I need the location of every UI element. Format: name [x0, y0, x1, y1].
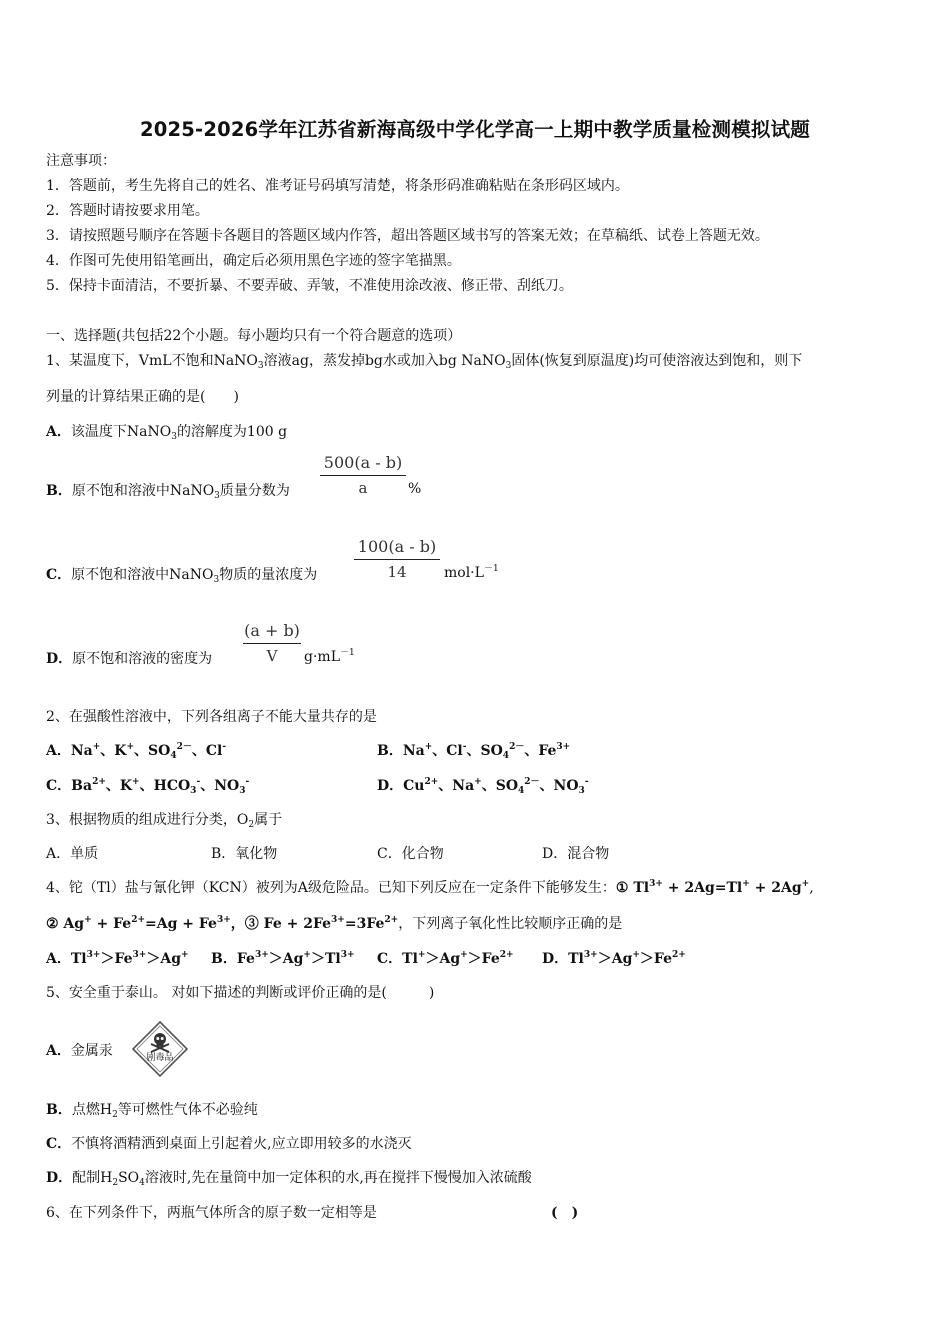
- q2-option-a[interactable]: A．Na+、K+、$SO_4^{2-}$、Cl-: [46, 742, 227, 761]
- notice-item: 5．保持卡面清洁，不要折暴、不要弄破、弄皱，不准使用涂改液、修正带、刮纸刀。: [46, 278, 573, 294]
- q4-option-c[interactable]: C．$Tl^+>Ag^+>Fe^{2+}$: [377, 950, 514, 967]
- q1-option-d[interactable]: D．原不饱和溶液的密度为: [46, 651, 213, 667]
- question-4-stem: 4、铊（Tl）盐与氰化钾（KCN）被列为A级危险品。已知下列反应在一定条件下能够发生：① $Tl^{3+} + 2Ag=Tl^+ + 2Ag^+$,: [46, 879, 814, 896]
- notice-heading: 注意事项：: [46, 153, 116, 169]
- q1-option-b[interactable]: B．原不饱和溶液中NaNO$_3$质量分数为: [46, 483, 290, 501]
- q3-option-c[interactable]: C．化合物: [377, 846, 444, 862]
- q5-option-c[interactable]: C．不慎将酒精洒到桌面上引起着火,应立即用较多的水浇灭: [46, 1136, 412, 1152]
- q2-option-b[interactable]: B．Na+、Cl-、$SO_4^{2-}$、$Fe^{3+}$: [377, 742, 571, 761]
- q5-option-b[interactable]: B．点燃$H_2$等可燃性气体不必验纯: [46, 1102, 258, 1120]
- q2-option-d[interactable]: D．$Cu^{2+}$、Na+、$SO_4^{2-}$、$NO_3^-$: [377, 777, 589, 796]
- notice-item: 1．答题前，考生先将自己的姓名、准考证号码填写清楚，将条形码准确粘贴在条形码区域内。: [46, 178, 629, 194]
- toxic-hazard-icon: [131, 1020, 189, 1078]
- question-3-stem: 3、根据物质的组成进行分类，$O_2$属于: [46, 812, 283, 830]
- page-title: 2025-2026学年江苏省新海高级中学化学高一上期中教学质量检测模拟试题: [139, 118, 811, 141]
- q4-option-b[interactable]: B．$Fe^{3+}>Ag^+>Tl^{3+}$: [211, 950, 355, 967]
- q4-option-a[interactable]: A．$Tl^{3+}>Fe^{3+}>Ag^+$: [46, 950, 189, 967]
- notice-item: 4．作图可先使用铅笔画出，确定后必须用黑色字迹的签字笔描黑。: [46, 253, 461, 269]
- question-4-stem-cont: ② $Ag^+ + Fe^{2+}=Ag + Fe^{3+}$，③ $Fe + 2Fe^{3+}=3Fe^{2+}$，下列离子氧化性比较顺序正确的是: [46, 915, 623, 932]
- section-heading: 一、选择题(共包括22个小题。每小题均只有一个符合题意的选项）: [46, 328, 462, 344]
- notice-item: 3．请按照题号顺序在答题卡各题目的答题区域内作答，超出答题区域书写的答案无效；在草稿纸、试卷上答题无效。: [46, 228, 769, 244]
- q5-option-d[interactable]: D．配制$H_2SO_4$溶液时,先在量筒中加一定体积的水,再在搅拌下慢慢加入浓硫酸: [46, 1170, 532, 1188]
- toxic-sign-label: 剧毒品: [146, 1053, 174, 1063]
- q1-b-fraction: 500(a - b) a: [320, 453, 406, 498]
- q1-d-fraction: (a + b) V: [244, 621, 300, 665]
- q5-option-a[interactable]: A．金属汞: [46, 1043, 113, 1059]
- question-1-stem: 1、某温度下，VmL不饱和NaNO$_3$溶液ag，蒸发掉bg水或加入bg NaNO$_3$固体(恢复到原温度)均可使溶液达到饱和，则下: [46, 353, 803, 371]
- q3-option-d[interactable]: D．混合物: [542, 846, 610, 862]
- question-1-stem-cont: 列量的计算结果正确的是( ): [46, 389, 239, 405]
- q3-option-a[interactable]: A．单质: [46, 846, 99, 862]
- q3-option-b[interactable]: B．氧化物: [211, 846, 278, 862]
- question-5-stem: 5、安全重于泰山。 对如下描述的判断或评价正确的是( ): [46, 985, 435, 1001]
- question-2-stem: 2、在强酸性溶液中，下列各组离子不能大量共存的是: [46, 709, 377, 725]
- q1-b-unit: %: [408, 481, 422, 497]
- notice-item: 2．答题时请按要求用笔。: [46, 203, 209, 219]
- q1-d-unit: $g\cdot mL^{-1}$: [304, 648, 355, 665]
- q2-option-c[interactable]: C．$Ba^{2+}$、K+、$HCO_3^-$、$NO_3^-$: [46, 777, 250, 796]
- q1-option-a[interactable]: A．该温度下NaNO$_3$的溶解度为100 g: [46, 424, 288, 442]
- answer-blank[interactable]: ( ): [551, 1205, 579, 1221]
- q1-c-fraction: 100(a - b) 14: [354, 537, 440, 582]
- q4-option-d[interactable]: D．$Tl^{3+}>Ag^+>Fe^{2+}$: [542, 950, 686, 967]
- question-6-stem: 6、在下列条件下，两瓶气体所含的原子数一定相等是: [46, 1205, 377, 1221]
- q1-option-c[interactable]: C．原不饱和溶液中NaNO$_3$物质的量浓度为: [46, 567, 318, 585]
- q1-c-unit: $mol\cdot L^{-1}$: [444, 564, 499, 581]
